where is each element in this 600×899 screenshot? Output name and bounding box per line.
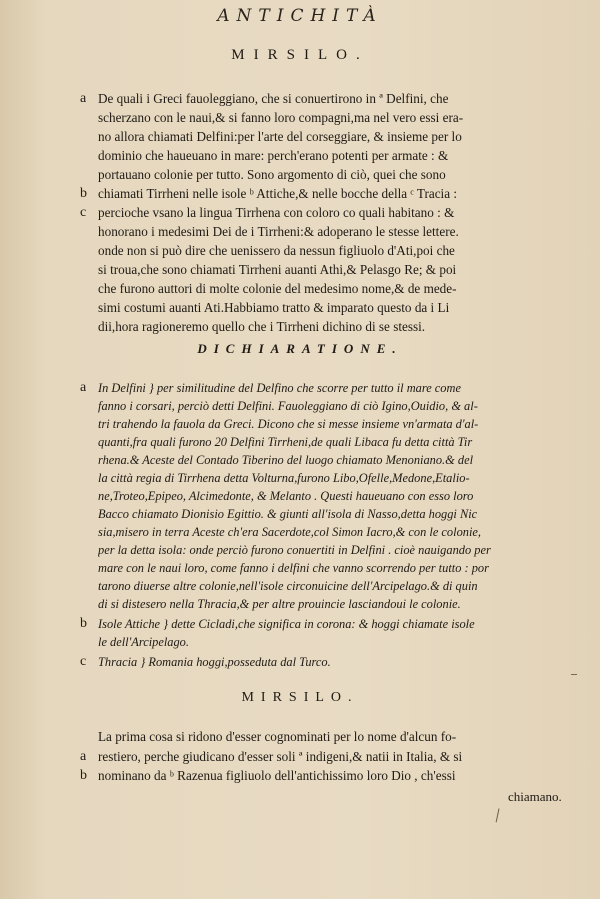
- text-line: restiero, perche giudicano d'esser soli ª indigeni,& natii in Italia, & si: [98, 749, 463, 764]
- note-marker: [80, 505, 94, 523]
- text-line: si troua,che sono chiamati Tirrheni auanti Athi,& Pelasgo Re; & poi: [98, 262, 457, 277]
- note-line: quanti,fra quali furono 20 Delfini Tirrheni,de quali Libaca fu detta città Tir: [98, 435, 473, 449]
- margin-marker-b: b: [80, 768, 87, 783]
- margin-marker: [80, 128, 94, 146]
- note-line: Bacco chiamato Dionisio Egittio. & giunti all'isola di Nasso,detta hoggi Nic: [98, 507, 478, 521]
- margin-marker: [80, 166, 94, 184]
- note-marker: [80, 469, 94, 487]
- section-title: MIRSILO.: [231, 47, 369, 63]
- note-line: di si distesero nella Thracia,& per altre prouincie lasciandoui le colonie.: [98, 597, 461, 611]
- declaration-title: DICHIARATIONE.: [197, 341, 403, 356]
- note-marker: [80, 633, 94, 651]
- catchword: chiamano.: [508, 789, 562, 804]
- note-line: fanno i corsari, perciò detti Delfini. Fauoleggiano di ciò Igino,Ouidio, & al-: [98, 399, 478, 413]
- text-line: che furono auttori di molte colonie del medesimo nome,& de mede-: [98, 281, 457, 296]
- note-line: ne,Troteo,Epipeo, Alcimedonte, & Melanto . Questi haueuano con esso loro: [98, 489, 474, 503]
- note-marker: [80, 595, 94, 613]
- margin-marker: [80, 242, 94, 260]
- margin-marker: [80, 147, 94, 165]
- note-marker: [80, 415, 94, 433]
- text-line: scherzano con le naui,& si fanno loro compagni,ma nel vero essi era-: [98, 110, 464, 125]
- margin-marker: [80, 261, 94, 279]
- text-line: portauano colonie per tutto. Sono argomento di ciò, quei che sono: [98, 167, 446, 182]
- note-marker-c: c: [80, 654, 87, 669]
- text-line: dominio che haueuano in mare: perch'erano potenti per armate : &: [98, 148, 449, 163]
- margin-marker: [80, 318, 94, 336]
- margin-marker-a: a: [80, 91, 87, 106]
- text-line: dii,hora ragioneremo quello che i Tirrheni dichino di se stessi.: [98, 319, 426, 334]
- note-line: mare con le naui loro, come fanno i delfini che vanno scorrendo per tutto : por: [98, 561, 489, 575]
- note-line: tarono diuerse altre colonie,nell'isole circonuicine dell'Arcipelago.& di quin: [98, 579, 478, 593]
- note-marker: [80, 433, 94, 451]
- section-title-2: MIRSILO.: [241, 690, 359, 705]
- running-head: ANTICHITÀ: [217, 6, 383, 26]
- margin-marker: [80, 299, 94, 317]
- note-line: la città regia di Tirrhena detta Volturna,furono Libo,Ofelle,Medone,Etalio-: [98, 471, 470, 485]
- note-marker: [80, 487, 94, 505]
- note-line: rhena.& Aceste del Contado Tiberino del luogo chiamato Menoniano.& del: [98, 453, 474, 467]
- note-marker-a: a: [80, 380, 87, 395]
- text-line: percioche vsano la lingua Tirrhena con coloro co quali habitano : &: [98, 205, 455, 220]
- margin-marker: [80, 280, 94, 298]
- text-line: onde non si può dire che uenissero da nessun figliuolo d'Ati,poi che: [98, 243, 455, 258]
- note-marker: [80, 541, 94, 559]
- note-line: per la detta isola: onde perciò furono conuertiti in Delfini . cioè nauigando per: [98, 543, 491, 557]
- text-line: honorano i medesimi Dei de i Tirrheni:& adoperano le stesse lettere.: [98, 224, 459, 239]
- margin-tick: [571, 674, 577, 675]
- text-line: La prima cosa si ridono d'esser cognominati per lo nome d'alcun fo-: [98, 729, 457, 744]
- note-marker: [80, 577, 94, 595]
- margin-marker-a: a: [80, 749, 87, 764]
- note-marker: [80, 523, 94, 541]
- text-line: nominano da ᵇ Razenua figliuolo dell'antichissimo loro Dio , ch'essi: [98, 768, 456, 783]
- note-line: Thracia } Romania hoggi,posseduta dal Turco.: [98, 655, 331, 669]
- note-marker: [80, 451, 94, 469]
- text-line: chiamati Tirrheni nelle isole ᵇ Attiche,& nelle bocche della ᶜ Tracia :: [98, 186, 458, 201]
- ink-mark: [496, 808, 506, 823]
- note-line: sia,misero in terra Aceste ch'era Sacerdote,col Simon Iacro,& con le colonie,: [98, 525, 482, 539]
- text-line: no allora chiamati Delfini:per l'arte del corseggiare, & insieme per lo: [98, 129, 462, 144]
- note-line: In Delfini } per similitudine del Delfino che scorre per tutto il mare come: [98, 381, 461, 395]
- text-line: simi costumi auanti Ati.Habbiamo tratto & imparato questo da i Li: [98, 300, 450, 315]
- note-line: tri trahendo la fauola da Greci. Dicono che si messe insieme vn'armata d'al-: [98, 417, 479, 431]
- margin-marker: [80, 223, 94, 241]
- text-line: De quali i Greci fauoleggiano, che si conuertirono in ª Delfini, che: [98, 91, 449, 106]
- margin-marker-b: b: [80, 186, 87, 201]
- margin-marker-c: c: [80, 205, 87, 220]
- note-marker-b: b: [80, 616, 87, 631]
- note-marker: [80, 397, 94, 415]
- margin-marker: [80, 728, 94, 746]
- note-marker: [80, 559, 94, 577]
- note-line: le dell'Arcipelago.: [98, 635, 189, 649]
- margin-marker: [80, 109, 94, 127]
- note-line: Isole Attiche } dette Cicladi,che significa in corona: & hoggi chiamate isole: [98, 617, 475, 631]
